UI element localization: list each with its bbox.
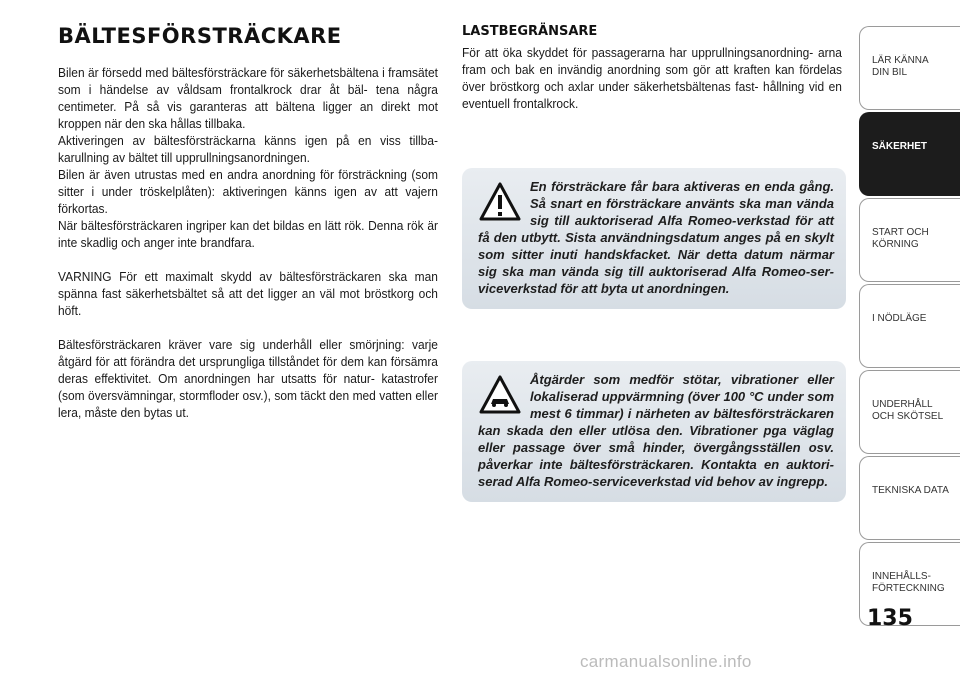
tab-innehallsforteckning[interactable]: INNEHÅLLS- FÖRTECKNING (859, 542, 960, 626)
paragraph-smoke: När bältesförsträckaren ingriper kan det bildas en lätt rök. Denna rök är inte skadlig och anger inte brandfara. (58, 218, 438, 250)
car-warning-triangle-icon (478, 373, 522, 417)
paragraph-maintenance: Bältesförsträckaren kräver vare sig underhåll eller smörjning: varje åtgärd för att förändra det ursprungliga tillståndet för dem kan försämra deras effektivitet. Om anordningen har utsatts för natur- katastrofer (som översvämningar, stormfloder osv.), som täckt den med vatten eller lera, måste den bytas ut. (58, 337, 438, 420)
tab-lar-kanna-din-bil[interactable]: LÄR KÄNNA DIN BIL (859, 26, 960, 110)
warning-text-activation: En försträckare får bara aktiveras en enda gång. Så snart en försträckare använts ska man vända sig till auktoriserad Alfa Romeo-verkstad för att få den utbytt. Sista användningsdatum anges på en skylt som sitter inuti handskfacket. När detta datum närmar sig ska man vända sig till auktoriserad Alfa Romeo-ser- viceverkstad för att byta ut anordningen. (478, 179, 834, 296)
paragraph-activation: Aktiveringen av bältesförsträckarna känns igen på en viss tillba- karullning av bältet till upprullningsanordningen. (58, 133, 438, 165)
tab-start-och-korning[interactable]: START OCH KÖRNING (859, 198, 960, 282)
section-title: BÄLTESFÖRSTRÄCKARE (58, 24, 342, 48)
page-number: 135 (867, 606, 913, 631)
warning-box-vibration (462, 361, 846, 502)
tab-i-nodlage[interactable]: I NÖDLÄGE (859, 284, 960, 368)
left-column (58, 24, 438, 421)
tab-underhall-och-skotsel[interactable]: UNDERHÅLL OCH SKÖTSEL (859, 370, 960, 454)
paragraph-warning: VARNING För ett maximalt skydd av bältesförsträckaren ska man spänna fast säkerhetsbältet så att det ligger an väl mot bröstkorg och höft. (58, 269, 438, 318)
tab-sakerhet[interactable]: SÄKERHET (859, 112, 960, 196)
warning-text-vibration: Åtgärder som medför stötar, vibrationer eller lokaliserad uppvärmning (över 100 °C under som mest 6 timmar) i närheten av bältesförsträckaren kan skada den eller utlösa den. Vibrationer pga väglag eller passage över små hinder, övergångsställen osv. påverkar inte bältesförsträckaren. Kontakta en auktori- serad Alfa Romeo-serviceverkstad vid behov av ingrepp. (478, 372, 834, 489)
tab-tekniska-data[interactable]: TEKNISKA DATA (859, 456, 960, 540)
warning-triangle-icon (478, 180, 522, 224)
right-column (462, 24, 842, 112)
paragraph-second-device: Bilen är även utrustas med en andra anordning för försträckning (som sitter i under tröskelplåten): aktiveringen känns igen av att vajern förkortas. (58, 167, 438, 216)
load-limiter-title: LASTBEGRÄNSARE (462, 24, 598, 39)
watermark: carmanualsonline.info (580, 652, 752, 671)
warning-box-activation (462, 168, 846, 309)
chapter-tabs (859, 0, 960, 640)
paragraph-intro: Bilen är försedd med bältesförsträckare för säkerhetsbältena i framsätet som i händelse av våldsam frontalkrock drar åt bäl- tena några centimeter. På så vis garanteras att bältena ligger an direkt mot kroppen när den ska hållas tillbaka. (58, 65, 438, 131)
load-limiter-text: För att öka skyddet för passagerarna har upprullningsanordning- arna fram och bak en invändig anordning som gör att kraften kan fördelas över bröstkorg och axlar under säkerhetsbältenas fast- hållning vid en eventuell frontalkrock. (462, 45, 842, 111)
